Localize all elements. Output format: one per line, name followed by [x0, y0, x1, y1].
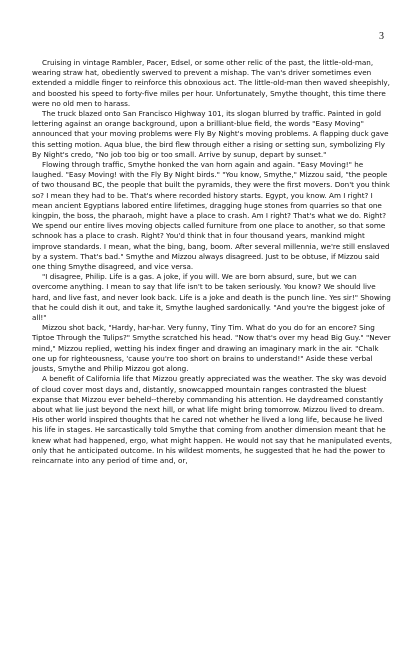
paragraph-1: Cruising in vintage Rambler, Pacer, Edsel, or some other relic of the past, the little-old-man, wearing straw hat, obediently swerved to prevent a mishap. The van's driver sometimes even extended a middle finger to reinforce this obnoxious act. The little-old-man then waved sheepishly, and boosted his speed to forty-five miles per hour. Unfortunately, Smythe thought, this time there were no old men to harass.	[32, 58, 390, 108]
paragraph-5: Mizzou shot back, "Hardy, har-har. Very funny, Tiny Tim. What do you do for an encore? Sing Tiptoe Through the Tulips?" Smythe scratched his head. "Now that's over my head Big Guy." "Never mind," Mizzou replied, wetting his index finger and drawing an imaginary mark in the air. "Chalk one up for righteousness, 'cause you're too short on brains to understand!" Aside these verbal jousts, Smythe and Philip Mizzou got along.	[32, 323, 391, 374]
paragraph-3: Flowing through traffic, Smythe honked the van horn again and again. "Easy Moving!" he laughed. "Easy Moving! with the Fly By Night birds." "You know, Smythe," Mizzou said, "the people of two thousand BC, the people that built the pyramids, they were the first movers. Don't you think so? I mean they had to be. That's where recorded history starts. Egypt, you know. Am I right? I mean ancient Egyptians labored entire lifetimes, dragging huge stones from quarries so that one kingpin, the boss, the pharaoh, might have a place to crash. Am I right? That's what we do. Right? We spend our entire lives moving objects called furniture from one place to another, so that some schnook has a place to crash. Right? You'd think that in four thousand years, mankind might improve standards. I mean, what the bing, bang, boom. After several millennia, we're still enslaved by a system. That's bad." Smythe and Mizzou always disagreed. Just to be obtuse, if Mizzou said one thing Smythe disagreed, and vice versa.	[32, 160, 390, 272]
page-number: 3	[379, 31, 384, 42]
paragraph-4: "I disagree, Philip. Life is a gas. A joke, if you will. We are born absurd, sure, but we can overcome anything. I mean to say that life isn't to be taken seriously. You know? We should live hard, and live fast, and never look back. Life is a joke and death is the punch line. Yes sir!" Showing that he could dish it out, and take it, Smythe laughed sardonically. "And you're the biggest joke of all!"	[32, 272, 391, 323]
body-text	[32, 58, 392, 466]
paragraph-2: The truck blazed onto San Francisco Highway 101, its slogan blurred by traffic. Painted in gold lettering against an orange background, upon a brilliant-blue field, the words "Easy Moving" announced that your moving problems were Fly By Night's moving problems. A flapping duck gave this setting motion. Aqua blue, the bird flew through either a rising or setting sun, symbolizing Fly By Night's credo, "No job too big or too small. Arrive by sunup, depart by sunset."	[32, 109, 389, 159]
paragraph-6: A benefit of California life that Mizzou greatly appreciated was the weather. The sky was devoid of cloud cover most days and, distantly, snowcapped mountain ranges contrasted the bluest expanse that Mizzou ever beheld--thereby commanding his attention. He daydreamed constantly about what lie just beyond the next hill, or what life might bring tomorrow. Mizzou lived to dream. His other world inspired thoughts that he cared not whether he lived a long life, because he lived his life in stages. He sarcastically told Smythe that coming from another dimension meant that he knew what had happened, ergo, what might happen. He would not say that he manipulated events, only that he anticipated outcome. In his wildest moments, he suggested that he had the power to reincarnate into any period of time and, or,	[32, 374, 392, 465]
